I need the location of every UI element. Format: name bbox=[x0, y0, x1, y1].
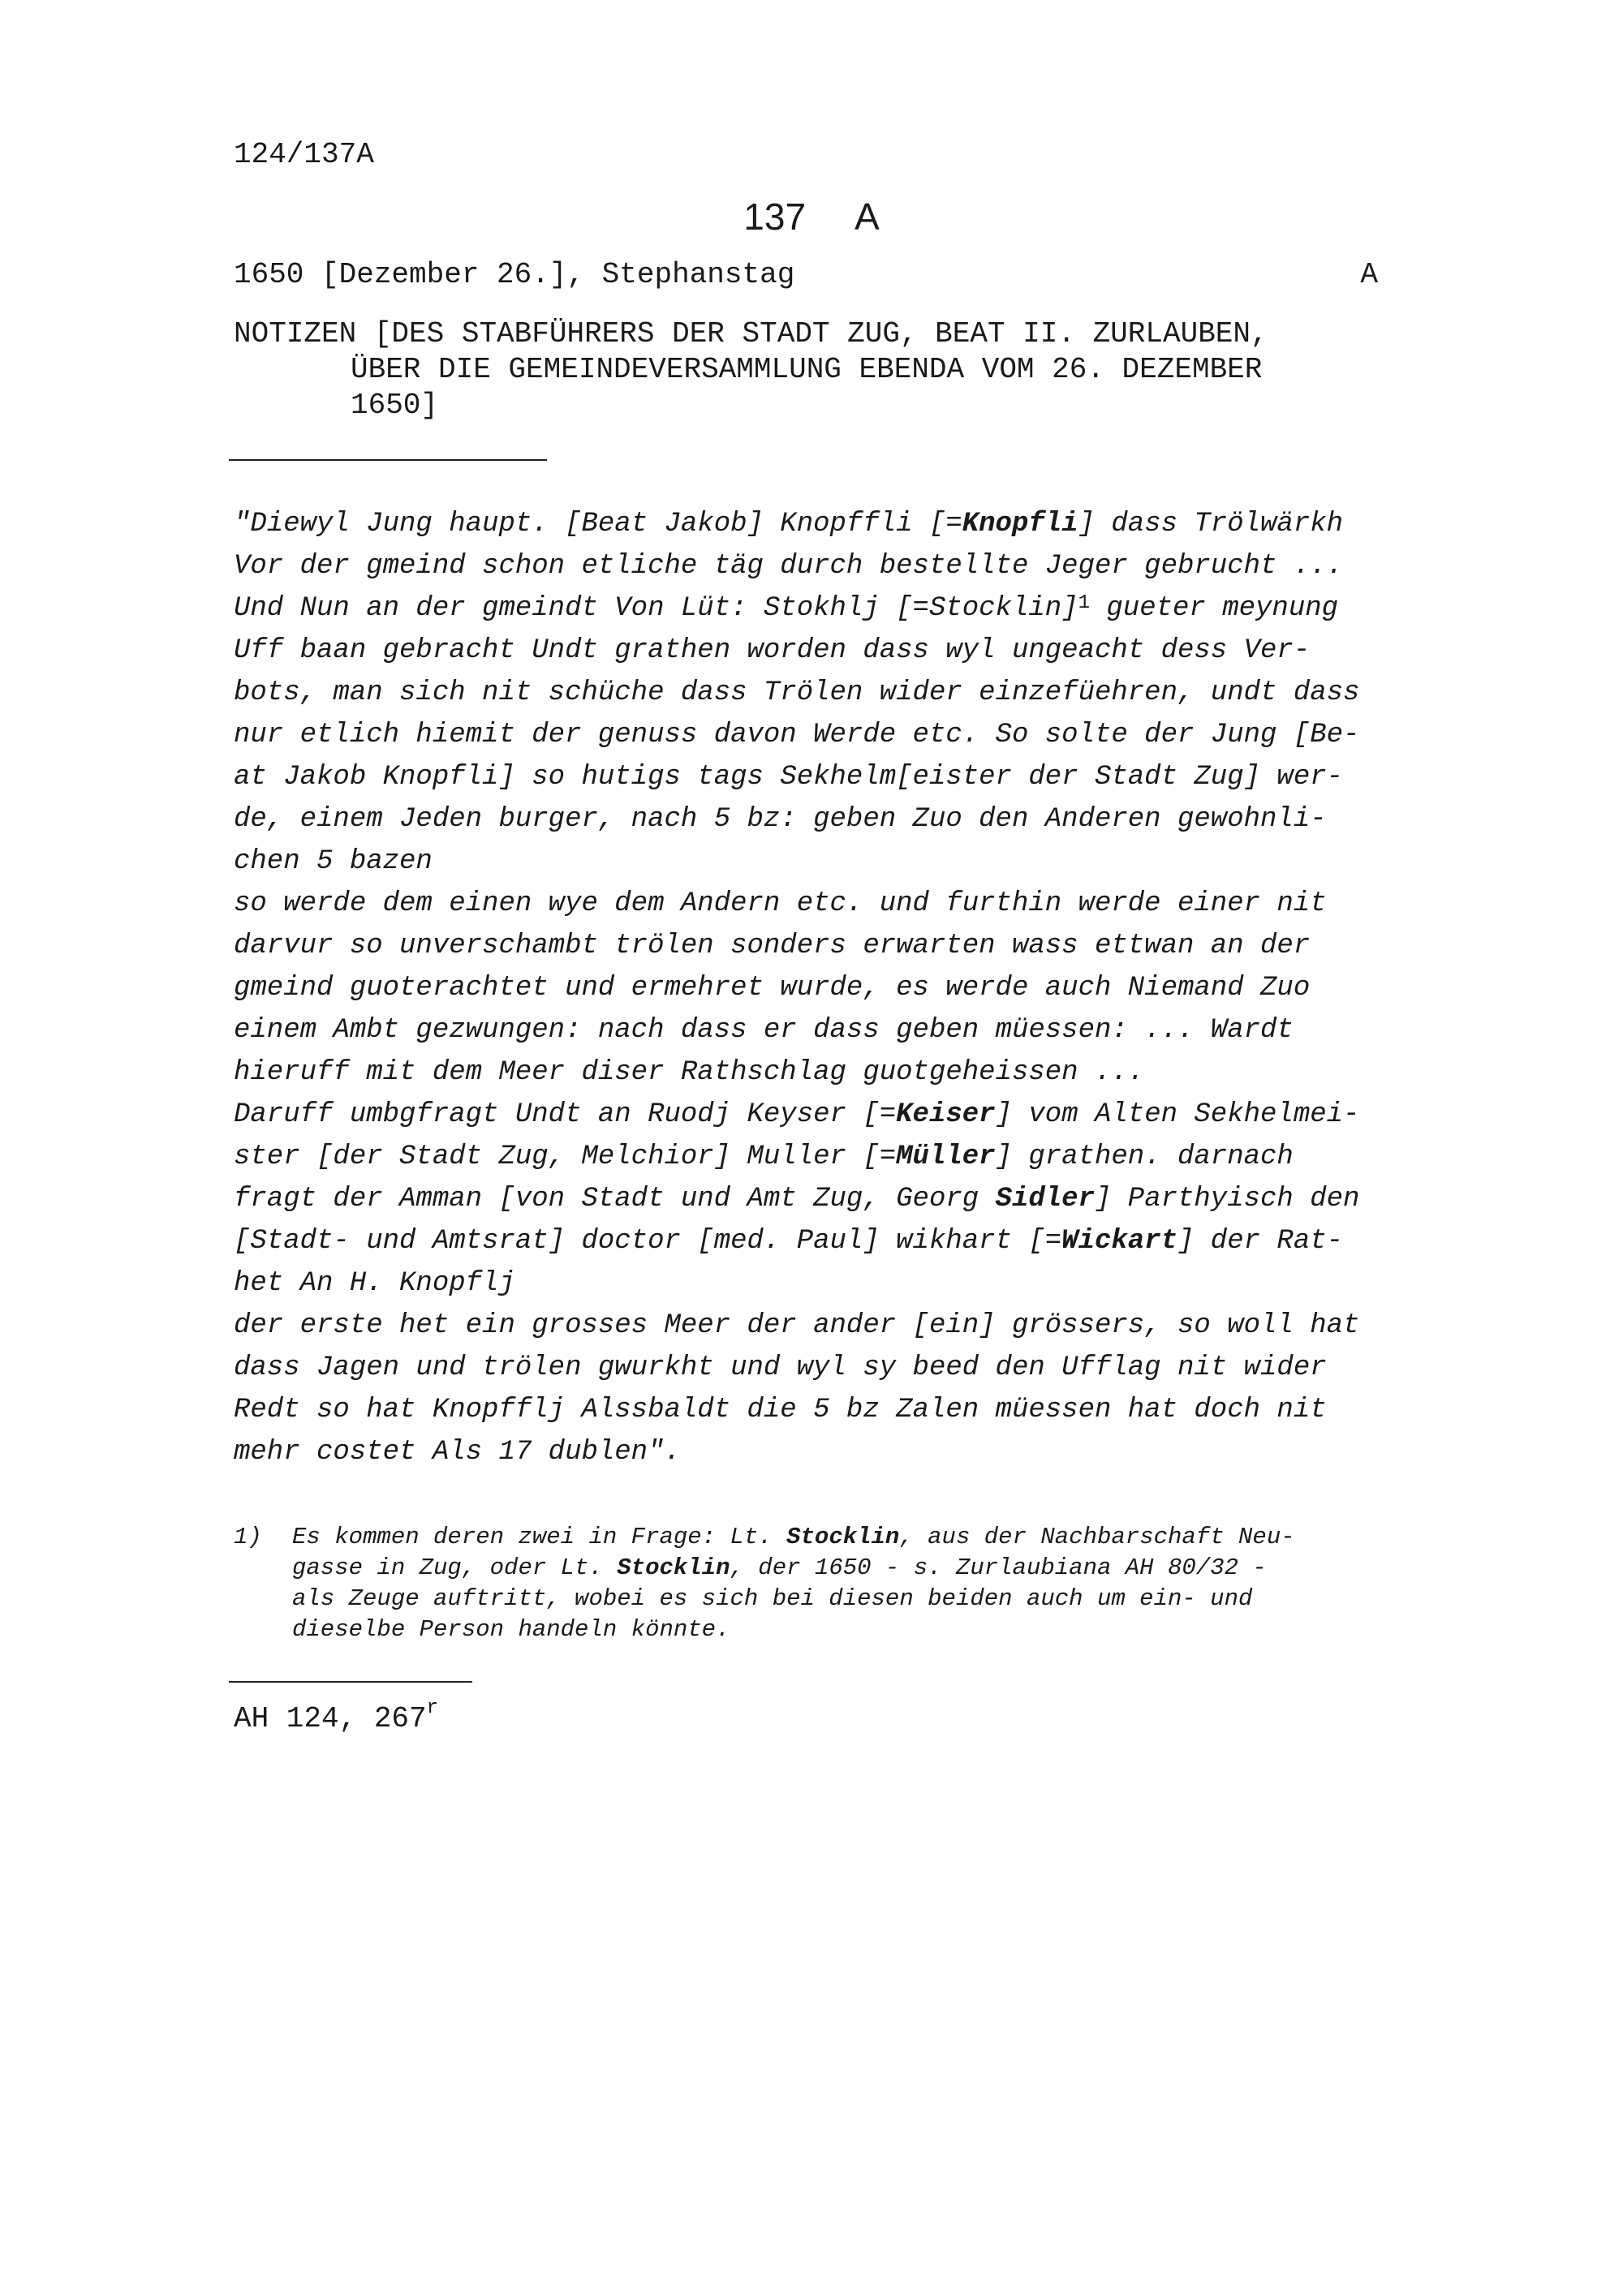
body-line: nur etlich hiemit der genuss davon Werde etc. So solte der Jung [Be- bbox=[234, 720, 1360, 750]
header-divider bbox=[229, 459, 547, 461]
archive-reference: 124/137A bbox=[234, 138, 374, 171]
name-bold: Wickart bbox=[1061, 1226, 1177, 1257]
body-line: einem Ambt gezwungen: nach dass er dass geben müessen: ... Wardt bbox=[234, 1015, 1294, 1046]
body-line: het An H. Knopflj bbox=[234, 1268, 515, 1299]
name-bold: Stocklin bbox=[786, 1524, 900, 1550]
body-line: gmeind guoterachtet und ermehret wurde, es werde auch Niemand Zuo bbox=[234, 973, 1311, 1004]
body-line: chen 5 bazen bbox=[234, 846, 433, 877]
text-run: ] grathen. darnach bbox=[995, 1142, 1294, 1172]
document-number-value: 137 bbox=[743, 196, 807, 238]
footnote-marker: 1 bbox=[1078, 592, 1090, 614]
name-bold: Knopfli bbox=[962, 509, 1078, 540]
body-line: dass Jagen und trölen gwurkht und wyl sy beed den Ufflag nit wider bbox=[234, 1352, 1327, 1383]
document-date: 1650 [Dezember 26.], Stephanstag bbox=[234, 258, 795, 291]
footnote-text bbox=[292, 1522, 1475, 1645]
document-number-letter: A bbox=[855, 196, 880, 238]
body-line: darvur so unverschambt trölen sonders erwarten wass ettwan an der bbox=[234, 931, 1311, 961]
body-line bbox=[234, 1220, 1500, 1262]
body-line: at Jakob Knopfli] so hutigs tags Sekhelm[eister der Stadt Zug] wer- bbox=[234, 762, 1344, 793]
title-line-2: ÜBER DIE GEMEINDEVERSAMMLUNG EBENDA VOM 26. DEZEMBER bbox=[351, 353, 1263, 386]
name-bold: Keiser bbox=[896, 1099, 996, 1130]
text-run: fragt der Amman [von Stadt und Amt Zug, Georg bbox=[234, 1184, 996, 1215]
body-line: Redt so hat Knopfflj Alssbaldt die 5 bz Zalen müessen hat doch nit bbox=[234, 1395, 1327, 1425]
body-line: hieruff mit dem Meer diser Rathschlag guotgeheissen ... bbox=[234, 1057, 1145, 1088]
footnote-line bbox=[292, 1522, 1475, 1553]
text-run: ] dass Trölwärkh bbox=[1078, 509, 1344, 540]
footnote-label: 1) bbox=[234, 1524, 262, 1550]
name-bold: Stocklin bbox=[617, 1554, 730, 1581]
title-line-3: 1650] bbox=[351, 389, 439, 422]
footnote-line: als Zeuge auftritt, wobei es sich bei diesen beiden auch um ein- und bbox=[292, 1585, 1253, 1612]
text-run: Es kommen deren zwei in Frage: Lt. bbox=[292, 1524, 787, 1550]
name-bold: Sidler bbox=[995, 1184, 1095, 1215]
text-run: [Stadt- und Amtsrat] doctor [med. Paul] wikhart [= bbox=[234, 1226, 1062, 1257]
text-run: gasse in Zug, oder Lt. bbox=[292, 1554, 618, 1581]
footnote-line: dieselbe Person handeln könnte. bbox=[292, 1616, 730, 1643]
date-mark: A bbox=[1360, 258, 1378, 291]
text-run: ] vom Alten Sekhelmei- bbox=[995, 1099, 1360, 1130]
transcription-body bbox=[234, 503, 1500, 1473]
body-line: der erste het ein grosses Meer der ander [ein] grössers, so woll hat bbox=[234, 1310, 1360, 1341]
document-number bbox=[0, 195, 1623, 239]
text-run: Daruff umbgfragt Undt an Ruodj Keyser [= bbox=[234, 1099, 897, 1130]
document-title bbox=[234, 316, 1402, 424]
body-line: Vor der gmeind schon etliche täg durch bestellte Jeger gebrucht ... bbox=[234, 551, 1344, 582]
text-run: gueter meynung bbox=[1089, 593, 1339, 624]
body-line bbox=[234, 503, 1500, 545]
body-line: so werde dem einen wye dem Andern etc. und furthin werde einer nit bbox=[234, 888, 1327, 919]
body-line: de, einem Jeden burger, nach 5 bz: geben Zuo den Anderen gewohnli- bbox=[234, 804, 1327, 835]
footer-divider bbox=[229, 1681, 472, 1683]
body-line bbox=[234, 587, 1500, 630]
body-line bbox=[234, 1136, 1500, 1178]
source-reference bbox=[234, 1697, 439, 1735]
footnote-line bbox=[292, 1553, 1475, 1584]
title-line-1: NOTIZEN [DES STABFÜHRERS DER STADT ZUG, BEAT II. ZURLAUBEN, bbox=[234, 317, 1268, 350]
text-run: ] der Rat- bbox=[1177, 1226, 1344, 1257]
text-run: ] Parthyisch den bbox=[1094, 1184, 1360, 1215]
recto-marker: r bbox=[426, 1697, 439, 1719]
date-line bbox=[234, 258, 1378, 291]
body-line: Uff baan gebracht Undt grathen worden dass wyl ungeacht dess Ver- bbox=[234, 635, 1311, 666]
body-line: bots, man sich nit schüche dass Trölen wider einzefüehren, undt dass bbox=[234, 677, 1360, 708]
body-line: mehr costet Als 17 dublen". bbox=[234, 1437, 681, 1468]
source-text: AH 124, 267 bbox=[234, 1702, 427, 1735]
text-run: Und Nun an der gmeindt Von Lüt: Stokhlj [=Stocklin] bbox=[234, 593, 1078, 624]
footnote bbox=[234, 1522, 1475, 1645]
text-run: , aus der Nachbarschaft Neu- bbox=[899, 1524, 1295, 1550]
text-run: ster [der Stadt Zug, Melchior] Muller [= bbox=[234, 1142, 897, 1172]
text-run: , der 1650 - s. Zurlaubiana AH 80/32 - bbox=[730, 1554, 1267, 1581]
body-line bbox=[234, 1178, 1500, 1220]
text-run: "Diewyl Jung haupt. [Beat Jakob] Knopffli [= bbox=[234, 509, 962, 540]
name-bold: Müller bbox=[896, 1142, 996, 1172]
body-line bbox=[234, 1094, 1500, 1136]
